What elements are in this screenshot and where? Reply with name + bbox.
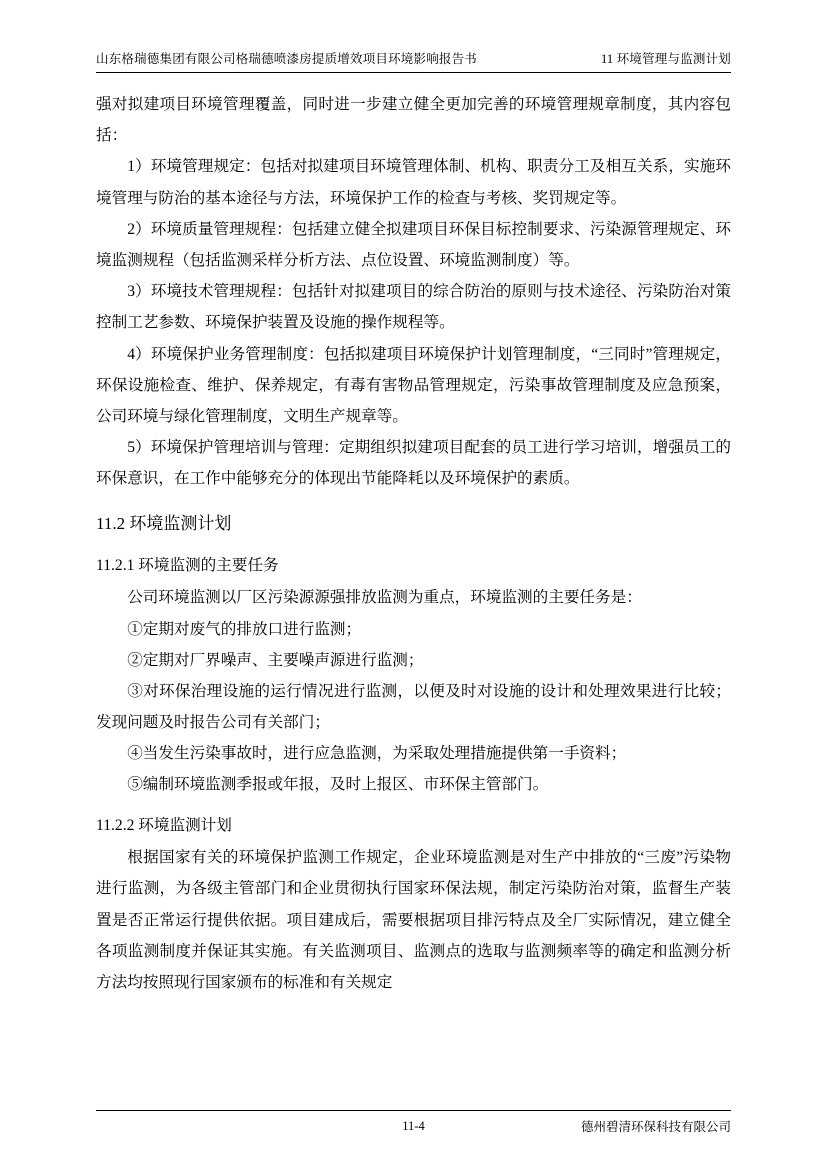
monitoring-tasks-lead: 公司环境监测以厂区污染源源强排放监测为重点，环境监测的主要任务是： <box>127 589 642 607</box>
section-heading-11-2: 11.2 环境监测计划 <box>96 514 232 534</box>
header-report-title: 山东格瑞德集团有限公司格瑞德喷漆房提质增效项目环境影响报告书 <box>96 52 478 66</box>
page-header <box>96 52 731 73</box>
monitoring-task-5: ⑤编制环境监测季报或年报，及时上报区、市环保主管部门。 <box>127 776 549 794</box>
list-item-3: 3）环境技术管理规程：包括针对拟建项目的综合防治的原则与技术途径、污染防治对策控制工艺参数、环境保护装置及设施的操作规程等。 <box>96 283 731 332</box>
list-item-1: 1）环境管理规定：包括对拟建项目环境管理体制、机构、职责分工及相互关系，实施环境管理与防治的基本途径与方法，环境保护工作的检查与考核、奖罚规定等。 <box>96 158 731 207</box>
subsection-heading-11-2-2: 11.2.2 环境监测计划 <box>96 816 232 834</box>
page-content <box>96 73 731 998</box>
header-chapter-title: 11 环境管理与监测计划 <box>600 52 731 66</box>
monitoring-task-3: ③对环保治理设施的运行情况进行监测，以便及时对设施的设计和处理效果进行比较；发现问题及时报告公司有关部门； <box>96 682 731 732</box>
paragraph-intro: 强对拟建项目环境管理覆盖，同时进一步建立健全更加完善的环境管理规章制度，其内容包括： <box>96 96 731 145</box>
list-item-5: 5）环境保护管理培训与管理：定期组织拟建项目配套的员工进行学习培训，增强员工的环保意识，在工作中能够充分的体现出节能降耗以及环境保护的素质。 <box>96 439 731 488</box>
footer-company: 德州碧清环保科技有限公司 <box>580 1120 731 1134</box>
list-item-4: 4）环境保护业务管理制度：包括拟建项目环境保护计划管理制度，“三同时”管理规定，环保设施检查、维护、保养规定，有毒有害物品管理规定，污染事故管理制度及应急预案，公司环境与绿化管理制度，文明生产规章等。 <box>96 345 731 425</box>
monitoring-plan-paragraph: 根据国家有关的环境保护监测工作规定，企业环境监测是对生产中排放的“三废”污染物进行监测，为各级主管部门和企业贯彻执行国家环保法规，制定污染防治对策，监督生产装置是否正常运行提供依据。项目建成后，需要根据项目排污特点及全厂实际情况，建立健全各项监测制度并保证其实施。有关监测项目、监测点的选取与监测频率等的确定和监测分析方法均按照现行国家颁布的标准和有关规定 <box>96 849 731 992</box>
page-number: 11-4 <box>402 1118 425 1133</box>
page-footer <box>96 1110 731 1135</box>
list-item-2: 2）环境质量管理规程：包括建立健全拟建项目环保目标控制要求、污染源管理规定、环境监测规程（包括监测采样分析方法、点位设置、环境监测制度）等。 <box>96 220 731 269</box>
monitoring-task-1: ①定期对废气的排放口进行监测； <box>127 620 362 638</box>
monitoring-task-4: ④当发生污染事故时，进行应急监测，为采取处理措施提供第一手资料； <box>127 745 627 763</box>
subsection-heading-11-2-1: 11.2.1 环境监测的主要任务 <box>96 556 279 574</box>
monitoring-task-2: ②定期对厂界噪声、主要噪声源进行监测； <box>127 651 424 669</box>
